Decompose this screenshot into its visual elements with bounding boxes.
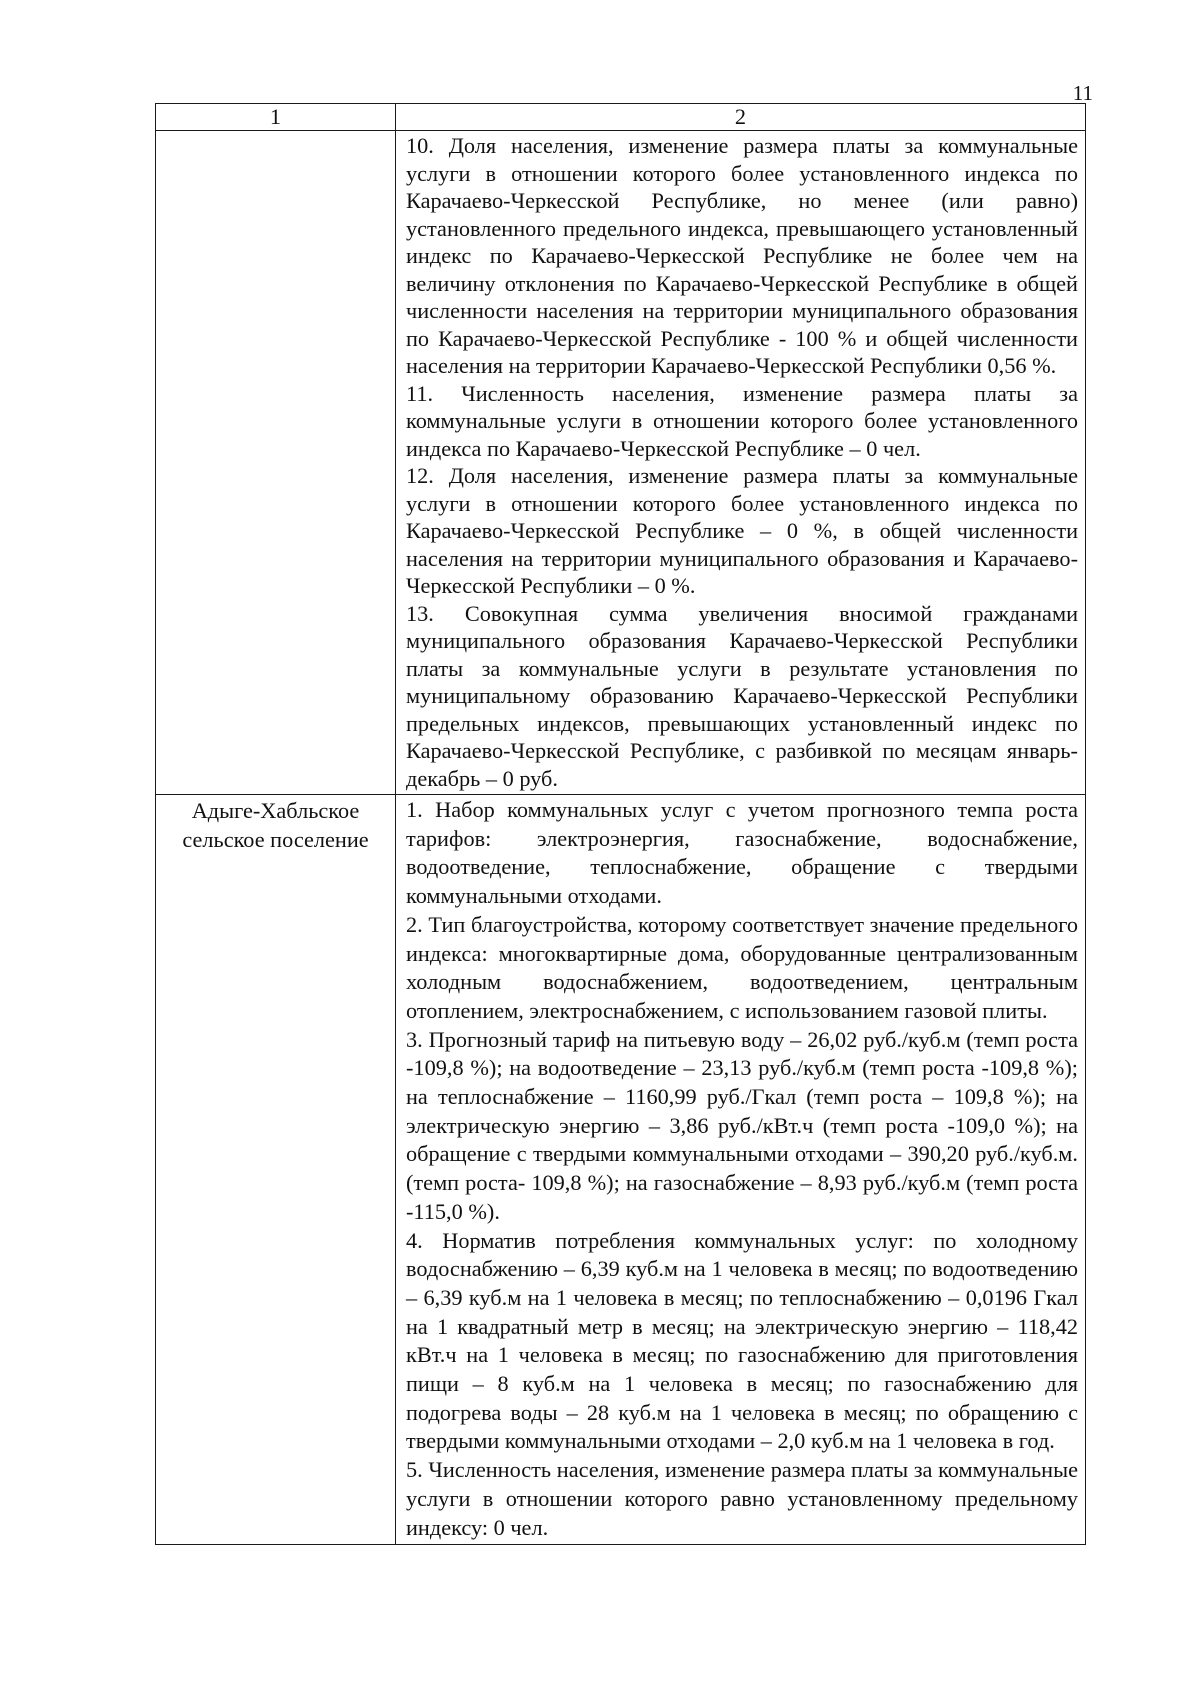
indicator-item: 10. Доля населения, изменение размера платы за коммунальные услуги в отношении которого более установленного индекса по Карачаево-Черкесской Республике, но менее (или равно) установленного предельного индекса, превышающего установленный индекс по Карачаево-Черкесской Республике не более чем на величину отклонения по Карачаево-Черкесской Республике в общей численности населения на территории муниципального образования по Карачаево-Черкесской Республике - 100 % и общей численности населения на территории Карачаево-Черкесской Республики 0,56 %. — [406, 133, 1078, 378]
indicator-item: 13. Совокупная сумма увеличения вносимой гражданами муниципального образования Карачаево-Черкесской Республики платы за коммунальные услуги в результате установления по муниципальному образованию Карачаево-Черкесской Республики предельных индексов, превышающих установленный индекс по Карачаево-Черкесской Республике, с разбивкой по месяцам январь-декабрь – 0 руб. — [406, 600, 1078, 791]
page-number: 11 — [1072, 81, 1093, 105]
table-row — [156, 131, 1086, 795]
indicator-item: 11. Численность населения, изменение размера платы за коммунальные услуги в отношении которого более установленного индекса по Карачаево-Черкесской Республике – 0 чел. — [406, 380, 1078, 461]
indicator-item: 1. Набор коммунальных услуг с учетом прогнозного темпа роста тарифов: электроэнергия, газоснабжение, водоснабжение, водоотведение, теплоснабжение, обращение с твердыми коммунальными отходами. — [406, 797, 1078, 909]
indicator-item: 12. Доля населения, изменение размера платы за коммунальные услуги в отношении которого более установленного индекса по Карачаево-Черкесской Республике – 0 %, в общей численности населения на территории муниципального образования и Карачаево-Черкесской Республики – 0 %. — [406, 463, 1078, 598]
municipality-cell — [156, 131, 396, 795]
table-header-row — [156, 104, 1086, 131]
header-cell-col2: 2 — [396, 104, 1086, 131]
indicators-table — [155, 103, 1086, 1545]
indicators-cell — [396, 795, 1086, 1545]
indicator-item: 5. Численность населения, изменение размера платы за коммунальные услуги в отношении которого равно установленному предельному индексу: 0 чел. — [406, 1457, 1078, 1540]
indicator-item: 3. Прогнозный тариф на питьевую воду – 26,02 руб./куб.м (темп роста -109,8 %); на водоотведение – 23,13 руб./куб.м (темп роста -109,8 %); на теплоснабжение – 1160,99 руб./Гкал (темп роста – 109,8 %); на электрическую энергию – 3,86 руб./кВт.ч (темп роста -109,0 %); на обращение с твердыми коммунальными отходами – 390,20 руб./куб.м. (темп роста- 109,8 %); на газоснабжение – 8,93 руб./куб.м (темп роста -115,0 %). — [406, 1026, 1078, 1224]
indicator-item: 4. Норматив потребления коммунальных услуг: по холодному водоснабжению – 6,39 куб.м на 1 человека в месяц; по водоотведению – 6,39 куб.м на 1 человека в месяц; по теплоснабжению – 0,0196 Гкал на 1 квадратный метр в месяц; на электрическую энергию – 118,42 кВт.ч на 1 человека в месяц; по газоснабжению для приготовления пищи – 8 куб.м на 1 человека в месяц; по газоснабжению для подогрева воды – 28 куб.м на 1 человека в месяц; по обращению с твердыми коммунальными отходами – 2,0 куб.м на 1 человека в год. — [406, 1227, 1078, 1454]
table-row — [156, 795, 1086, 1545]
indicators-cell — [396, 131, 1086, 795]
municipality-cell: Адыге-Хабльское сельское поселение — [156, 795, 396, 1545]
header-cell-col1: 1 — [156, 104, 396, 131]
indicator-item: 2. Тип благоустройства, которому соответствует значение предельного индекса: многоквартирные дома, оборудованные централизованным холодным водоснабжением, водоотведением, центральным отоплением, электроснабжением, с использованием газовой плиты. — [406, 911, 1078, 1023]
